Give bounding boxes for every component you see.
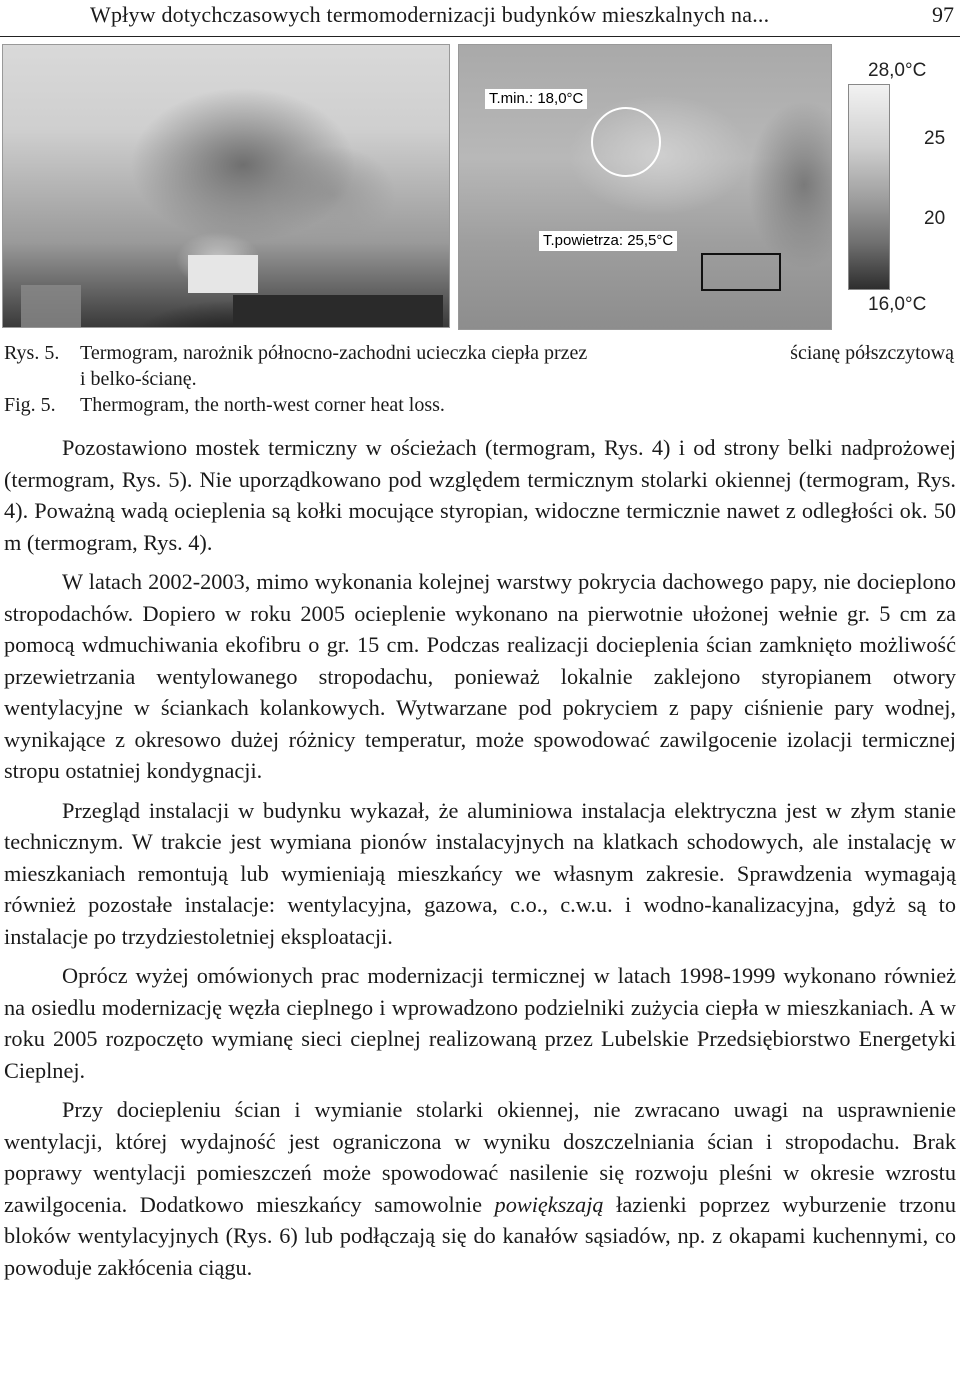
running-header [0, 0, 960, 37]
temperature-scale-bar [848, 84, 890, 290]
caption-pl-number: Rys. 5. [4, 342, 60, 364]
paragraph-2: W latach 2002-2003, mimo wykonania kolejnej warstwy pokrycia dachowego papy, nie docieplono stropodachów. Dopiero w roku 2005 ocieplenie wykonano na pierwotnie ułożonej wełnie gr. 5 cm za pomocą wdmuchiwania ekofibru o gr. 15 cm. Podczas realizacji docieplenia ścian zamknięto możliwość przewietrzania wentylowanego stropodachu, ponieważ lokalnie zaklejono styropianem otwory wentylacyjne w ściankach kolankowych. Wytwarzane pod pokryciem z papy ciśnienie pary wodnej, wynikające z okresowo dużej różnicy temperatur, może spowodować zawilgocenie izolacji termicznej stropu ostatniej kondygnacji. [4, 569, 956, 783]
paragraph-1: Pozostawiono mostek termiczny w ościeżach (termogram, Rys. 4) i od strony belki nadprożowej (termogram, Rys. 5). Nie uporządkowano pod względem termicznym stolarki okiennej (termogram, Rys. 4). Poważną wadą ocieplenia są kołki mocujące styropian, widoczne termicznie nawet z odległości ok. 50 m (termogram, Rys. 4). [4, 435, 956, 555]
scale-20-label: 20 [924, 208, 946, 229]
paragraph-5-part1: Przy dociepleniu ścian i wymianie stolarki okiennej, nie zwracano uwagi na usprawnienie wentylacji, której wydajność jest ograniczona w wyniku doszczelniania ścian i stropodachu. Brak poprawy wentylacji pomieszczeń może spowodować nasilenie się rozwoju pleśni w okresie wzrostu zawilgocenia. Dodatkowo mieszkańcy samowolnie [4, 1097, 956, 1217]
air-temp-marker [701, 253, 781, 291]
photo-light-object [188, 255, 258, 293]
running-title: Wpływ dotychczasowych termomodernizacji budynków mieszkalnych na... [90, 2, 770, 27]
body-text [4, 432, 956, 1291]
min-temp-marker [591, 107, 661, 177]
paragraph-3: Przegląd instalacji w budynku wykazał, że aluminiowa instalacja elektryczna jest w złym stanie technicznym. W trakcie jest wymiana pionów instalacyjnych na klatkach schodowych, ale instalację w mieszkaniach remontują lub wymieniają mieszkańcy we własnym zakresie. Sprawdzenia wymagają również pozostałe instalacje: wentylacyjna, gazowa, c.o., c.w.u. i wodno-kanalizacyjna, gdyż są to instalacje po trzydziestoletniej eksploatacji. [4, 797, 956, 949]
caption-pl-text-end: ścianę półszczytową [790, 342, 954, 364]
photo-shelf [233, 295, 443, 327]
paragraph-4: Oprócz wyżej omówionych prac modernizacji termicznej w latach 1998-1999 wykonano również na osiedlu modernizację węzła cieplnego i wprowadzono podzielniki zużycia ciepła w mieszkaniach. A w roku 2005 rozpoczęto wymianę sieci cieplnej realizowaną przez Lubelskie Przedsiębiorstwo Energetyki Cieplnej. [4, 963, 956, 1083]
scale-max-label: 28,0°C [868, 60, 927, 81]
corner-photo [2, 44, 450, 328]
caption-pl-text: Termogram, narożnik północno-zachodni ucieczka ciepła przez [80, 342, 588, 364]
scale-min-label: 16,0°C [868, 294, 927, 315]
caption-en-number: Fig. 5. [4, 394, 56, 416]
page-number: 97 [932, 2, 954, 27]
paragraph-5 [4, 1094, 956, 1283]
paragraph-5-italic: powiększają [494, 1191, 604, 1217]
paragraph-5-part2: łazienki poprzez wyburzenie trzonu bloków wentylacyjnych (Rys. 6) lub podłączają się do kanałów sąsiadów, np. z okapami kuchennymi, co powoduje zakłócenia ciągu. [4, 1191, 956, 1280]
scale-25-label: 25 [924, 128, 946, 149]
thermo-air-label: T.powietrza: 25,5°C [539, 231, 677, 251]
figure-caption-en [4, 392, 445, 418]
figure-caption-pl-line2: i belko-ścianę. [80, 368, 197, 390]
thermo-min-label: T.min.: 18,0°C [485, 89, 587, 109]
photo-dark-object [21, 285, 81, 327]
caption-en-text: Thermogram, the north-west corner heat loss. [80, 394, 445, 416]
thermogram-image [458, 44, 832, 330]
figure-caption-pl [4, 340, 956, 366]
